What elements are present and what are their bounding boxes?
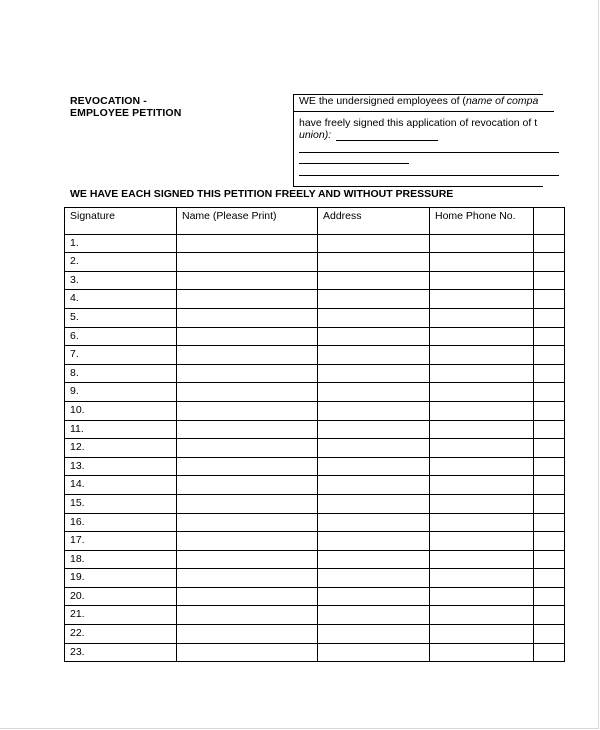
entry-cell[interactable] [534,253,565,272]
row-number-signature-cell[interactable]: 12. [65,439,177,458]
row-number-signature-cell[interactable]: 16. [65,513,177,532]
entry-cell[interactable] [177,401,318,420]
entry-cell[interactable] [430,606,534,625]
header-phone: Home Phone No. [430,208,534,235]
table-row [65,253,565,272]
declaration-separator [294,111,554,112]
blank-line-4[interactable] [299,175,559,176]
entry-cell[interactable] [534,606,565,625]
entry-cell[interactable] [534,476,565,495]
entry-cell[interactable] [430,327,534,346]
row-number-signature-cell[interactable]: 8. [65,364,177,383]
entry-cell[interactable] [534,550,565,569]
row-number-signature-cell[interactable]: 2. [65,253,177,272]
entry-cell[interactable] [430,569,534,588]
entry-cell[interactable] [430,401,534,420]
declaration-line-3: union): [299,129,332,141]
row-number-signature-cell[interactable]: 10. [65,401,177,420]
entry-cell[interactable] [534,271,565,290]
row-number-signature-cell[interactable]: 7. [65,346,177,365]
entry-cell[interactable] [534,532,565,551]
table-row [65,643,565,662]
row-number-signature-cell[interactable]: 18. [65,550,177,569]
entry-cell[interactable] [430,308,534,327]
entry-cell[interactable] [177,569,318,588]
row-number-signature-cell[interactable]: 15. [65,494,177,513]
entry-cell[interactable] [318,643,430,662]
entry-cell[interactable] [177,271,318,290]
table-row [65,420,565,439]
row-number-signature-cell[interactable]: 17. [65,532,177,551]
entry-cell[interactable] [177,606,318,625]
entry-cell[interactable] [534,513,565,532]
entry-cell[interactable] [318,401,430,420]
row-number-signature-cell[interactable]: 21. [65,606,177,625]
entry-cell[interactable] [318,271,430,290]
blank-line-2[interactable] [299,152,559,153]
entry-cell[interactable] [430,513,534,532]
declaration-line-2: have freely signed this application of revocation of t [299,117,538,129]
table-row [65,457,565,476]
entry-cell[interactable] [430,234,534,253]
table-row [65,625,565,644]
title-line-1: REVOCATION - [70,95,147,107]
signature-table-wrapper [64,207,540,658]
entry-cell[interactable] [430,643,534,662]
table-row [65,234,565,253]
table-row [65,401,565,420]
entry-cell[interactable] [318,234,430,253]
entry-cell[interactable] [318,532,430,551]
entry-cell[interactable] [177,587,318,606]
entry-cell[interactable] [177,383,318,402]
row-number-signature-cell[interactable]: 22. [65,625,177,644]
entry-cell[interactable] [534,457,565,476]
entry-cell[interactable] [177,346,318,365]
entry-cell[interactable] [430,532,534,551]
entry-cell[interactable] [177,308,318,327]
entry-cell[interactable] [177,476,318,495]
table-row [65,290,565,309]
table-row [65,439,565,458]
table-row [65,550,565,569]
entry-cell[interactable] [318,420,430,439]
entry-cell[interactable] [534,383,565,402]
entry-cell[interactable] [430,346,534,365]
entry-cell[interactable] [318,587,430,606]
entry-cell[interactable] [177,290,318,309]
table-row [65,364,565,383]
entry-cell[interactable] [177,364,318,383]
entry-cell[interactable] [177,550,318,569]
row-number-signature-cell[interactable]: 5. [65,308,177,327]
entry-cell[interactable] [177,439,318,458]
entry-cell[interactable] [318,513,430,532]
entry-cell[interactable] [318,476,430,495]
table-row [65,383,565,402]
entry-cell[interactable] [318,327,430,346]
entry-cell[interactable] [318,550,430,569]
entry-cell[interactable] [318,364,430,383]
entry-cell[interactable] [534,643,565,662]
table-row [65,476,565,495]
entry-cell[interactable] [534,346,565,365]
title-line-2: EMPLOYEE PETITION [70,107,182,119]
entry-cell[interactable] [534,439,565,458]
row-number-signature-cell[interactable]: 14. [65,476,177,495]
entry-cell[interactable] [318,346,430,365]
declaration-line-1: WE the undersigned employees of (name of compa [299,95,539,107]
entry-cell[interactable] [430,476,534,495]
table-row [65,346,565,365]
entry-cell[interactable] [430,364,534,383]
entry-cell[interactable] [318,308,430,327]
entry-cell[interactable] [430,625,534,644]
table-row [65,327,565,346]
entry-cell[interactable] [177,234,318,253]
entry-cell[interactable] [177,494,318,513]
entry-cell[interactable] [177,420,318,439]
entry-cell[interactable] [534,401,565,420]
row-number-signature-cell[interactable]: 20. [65,587,177,606]
table-body [65,234,565,662]
row-number-signature-cell[interactable]: 6. [65,327,177,346]
row-number-signature-cell[interactable]: 23. [65,643,177,662]
document-title [70,95,181,119]
row-number-signature-cell[interactable]: 19. [65,569,177,588]
row-number-signature-cell[interactable]: 13. [65,457,177,476]
entry-cell[interactable] [177,327,318,346]
table-row [65,606,565,625]
entry-cell[interactable] [534,494,565,513]
row-number-signature-cell[interactable]: 9. [65,383,177,402]
entry-cell[interactable] [430,494,534,513]
header-extra [534,208,565,235]
entry-cell[interactable] [177,457,318,476]
entry-cell[interactable] [430,271,534,290]
row-number-signature-cell[interactable]: 3. [65,271,177,290]
header-signature: Signature [65,208,177,235]
entry-cell[interactable] [177,253,318,272]
blank-line-3[interactable] [299,163,409,164]
entry-cell[interactable] [318,625,430,644]
entry-cell[interactable] [430,253,534,272]
entry-cell[interactable] [430,550,534,569]
entry-cell[interactable] [430,420,534,439]
entry-cell[interactable] [534,308,565,327]
entry-cell[interactable] [534,625,565,644]
table-row [65,587,565,606]
header-address: Address [318,208,430,235]
entry-cell[interactable] [534,364,565,383]
table-row [65,513,565,532]
petition-statement: WE HAVE EACH SIGNED THIS PETITION FREELY AND WITHOUT PRESSURE [70,188,454,200]
company-name-placeholder: name of compa [465,95,539,107]
entry-cell[interactable] [430,457,534,476]
table-header-row [65,208,565,235]
entry-cell[interactable] [534,327,565,346]
entry-cell[interactable] [430,290,534,309]
row-number-signature-cell[interactable]: 4. [65,290,177,309]
entry-cell[interactable] [177,513,318,532]
entry-cell[interactable] [177,643,318,662]
entry-cell[interactable] [534,569,565,588]
row-number-signature-cell[interactable]: 1. [65,234,177,253]
table-row [65,271,565,290]
entry-cell[interactable] [318,290,430,309]
entry-cell[interactable] [430,439,534,458]
entry-cell[interactable] [534,234,565,253]
entry-cell[interactable] [318,606,430,625]
entry-cell[interactable] [318,494,430,513]
header-name: Name (Please Print) [177,208,318,235]
entry-cell[interactable] [318,569,430,588]
entry-cell[interactable] [318,439,430,458]
table-row [65,308,565,327]
entry-cell[interactable] [430,383,534,402]
declaration-box [293,94,543,187]
entry-cell[interactable] [318,253,430,272]
entry-cell[interactable] [177,532,318,551]
entry-cell[interactable] [430,587,534,606]
table-row [65,532,565,551]
table-row [65,494,565,513]
union-name-blank[interactable] [336,140,438,141]
entry-cell[interactable] [177,625,318,644]
entry-cell[interactable] [318,383,430,402]
entry-cell[interactable] [318,457,430,476]
row-number-signature-cell[interactable]: 11. [65,420,177,439]
entry-cell[interactable] [534,290,565,309]
table-row [65,569,565,588]
entry-cell[interactable] [534,587,565,606]
entry-cell[interactable] [534,420,565,439]
signature-table [64,207,565,662]
